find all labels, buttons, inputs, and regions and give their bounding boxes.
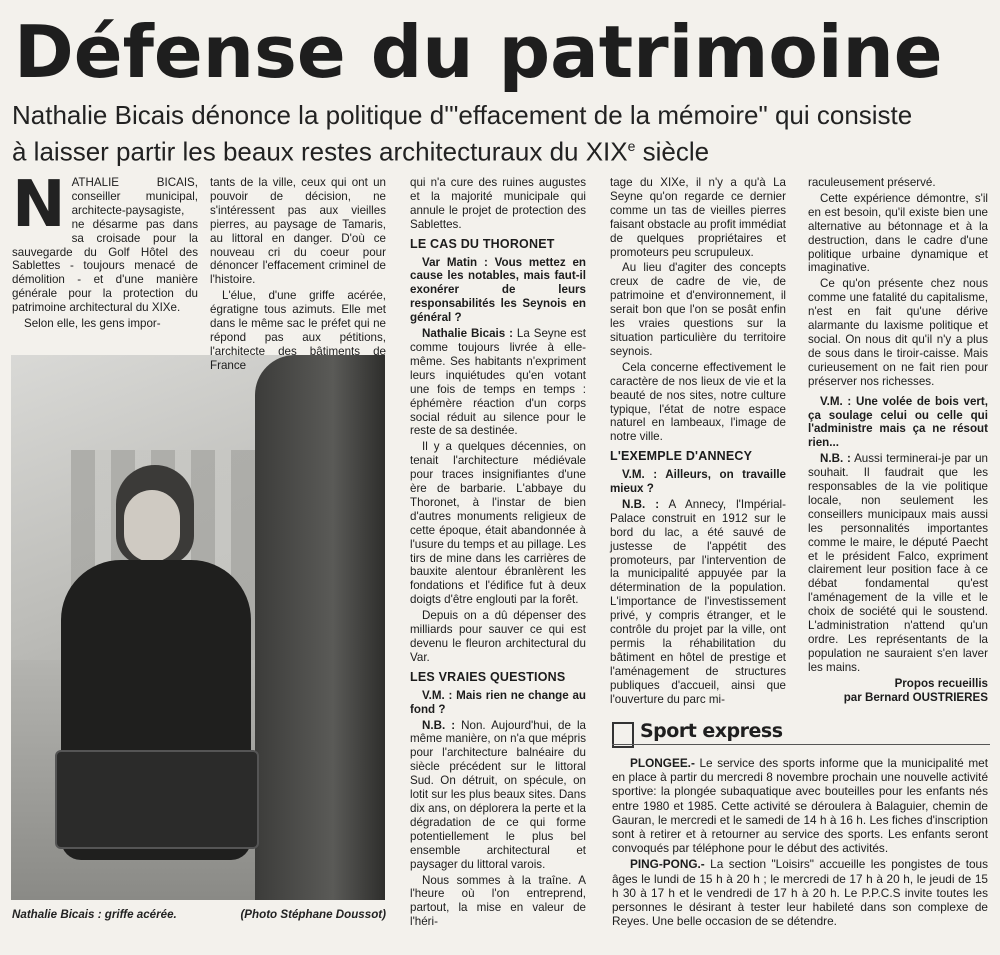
paragraph: tage du XIXe, il n'y a qu'à La Seyne qu'on regarde ce dernier comme un tas de vieilles pierres faisant obstacle au profit immédiat de quelques propriétaires et promoteurs peu scrupuleux. [610,176,786,259]
column-2 [210,176,386,375]
paragraph: L'élue, d'une griffe acérée, égratigne tous azimuts. Elle met dans le même sac le préfet qui ne répond pas aux pétitions, l'architecte des bâtiments de France [210,289,386,372]
answer-text: A Annecy, l'Impérial-Palace construit en 1912 sur le bord du lac, a été sauvé de justesse de l'appétit des promoteurs, par l'intervention de la municipalité appuyée par la détermination de la population. L'importance de l'investissement privé, y compris étranger, et le contrôle du projet par la ville, ont permis la réhabilitation du bâtiment en hôtel de prestige et l'aménagement de structures publiques d'accueil, ainsi que l'ouverture du parc mi- [610,497,786,706]
question: V.M. : Mais rien ne change au fond ? [410,688,586,716]
deck-line-2-end: siècle [635,136,710,167]
paragraph: raculeusement préservé. [808,176,936,189]
column-1 [12,168,198,333]
answer [610,498,786,707]
headline: Défense du patrimoine [14,10,943,94]
byline [808,677,988,705]
paragraph: qui n'a cure des ruines augustes et la majorité municipale qui annule le projet de protection des Sablettes. [410,176,586,231]
question: V.M. : Ailleurs, on travaille mieux ? [610,468,786,496]
answer [410,719,586,872]
answer [808,452,988,675]
brief-text: Le service des sports informe que la municipalité met en place à partir du mercredi 8 novembre prochain une nouvelle activité sportive: la plongée subaquatique avec bouteilles pour les enfants nés entre 1980 et 1985. Cette activité se déroulera à Balaguier, chemin de Gauran, le mercredi et le samedi de 14 h à 16 h. Les fiches d'inscription sont à retirer et à retourner au service des sports. Les enfants seront convoqués par téléphone pour le début des activités. [612,756,988,856]
photo-caption [12,908,386,921]
paragraph: Cela concerne effectivement le caractère de nos lieux de vie et la beauté de nos sites, notre culture typique, l'état de notre espace naturel en lambeaux, l'image de notre ville. [610,360,786,444]
deck-line-1: Nathalie Bicais dénonce la politique d'"effacement de la mémoire" qui consiste [12,100,913,130]
photo-briefcase [55,750,259,849]
brief-text: La section "Loisirs" accueille les pongistes de tous âges le lundi de 15 h à 20 h ; le mercredi de 17 h à 20 h, le jeudi de 15 h 30 à 17 h et le vendredi de 17 h à 20 h. Le P.P.C.S invite toutes les personnes le désirant à tester leur habileté dans son complexe de Reyes. Une belle occasion de se détendre. [612,857,988,929]
column-4 [610,176,786,709]
sport-express-rule [612,744,990,745]
photo-tree-trunk [255,355,385,900]
paragraph: Ce qu'on présente chez nous comme une fatalité du capitalisme, n'est en fait qu'une dérive alarmante du laxisme politique et social. On nous dit qu'il n'y a plus de sous dans le tiroir-caisse. Mais curieusement on ne fait rien pour préserver nos richesses. [808,277,988,388]
answer-label: Nathalie Bicais : [422,327,513,341]
paragraph: Cette expérience démontre, s'il en est besoin, qu'il existe bien une alternative au bétonnage et à la destruction, dans le cadre d'une politique urbaine dynamique et imaginative. [808,191,988,275]
paragraph: Depuis on a dû dépenser des milliards pour sauver ce qui est devenu le fleuron architectural du Var. [410,609,586,664]
paragraph: Selon elle, les gens impor- [24,317,161,331]
brief-label: PLONGEE.- [630,756,695,770]
answer-label: N.B. : [820,452,851,466]
column-5 [808,176,988,705]
question: Var Matin : Vous mettez en cause les notables, mais faut-il exonérer de leurs responsabilités les Seynois en général ? [410,255,586,325]
subhead-thoronet: LE CAS DU THORONET [410,236,555,251]
drop-cap: N [12,168,66,242]
paragraph: Il y a quelques décennies, on tenait l'architecture médiévale pour traces insignifiantes d'une ère de barbarie. L'abbaye du Thoronet, à l'instar de bien d'autres monuments religieux de cette époque, était abandonnée à l'usure du temps et au pillage. Les tirs de mine dans les carrières de bauxite alentour ébranlèrent les fondations et l'édifice fut à deux doigts d'être englouti par la forêt. [410,440,586,607]
subhead-vraies-questions: LES VRAIES QUESTIONS [410,669,566,684]
deck [12,100,992,168]
answer-text: La Seyne est comme toujours livrée à elle-même. Ses habitants n'expriment leurs inquiétudes qu'en votant une fois de temps en temps : éphémère réaction d'un corps social réduit au silence pour le reste de sa destinée. [410,327,586,438]
sport-express-title: Sport express [640,720,783,742]
deck-line-2-text: à laisser partir les beaux restes architecturaux du XIX [12,136,628,167]
caption-text: Nathalie Bicais : griffe acérée. [12,908,177,921]
column-3 [410,176,586,931]
question: V.M. : Une volée de bois vert, ça soulage celui ou celle qui l'administre mais ça ne résout rien... [808,394,988,450]
brief-plongee [612,756,988,855]
brief-label: PING-PONG.- [630,857,705,872]
answer-text: Non. Aujourd'hui, de la même manière, on n'a que mépris pour l'architecture balnéaire du siècle précédent sur le littoral Sud. On détruit, on spécule, on lotit sur les plus beaux sites. Dans dix ans, on déplorera la perte et la dégradation de ce qui forme potentiellement le plus bel ensemble architectural et paysager du littoral varois. [410,718,586,871]
byline-author: par Bernard OUSTRIERES [843,690,988,704]
deck-superscript: e [627,138,636,154]
deck-line-2 [12,131,992,168]
subhead-annecy: L'EXEMPLE D'ANNECY [610,449,753,464]
photo-credit: (Photo Stéphane Doussot) [240,908,386,921]
portrait-photo [11,355,385,900]
paragraph: tants de la ville, ceux qui ont un pouvoir de décision, ne s'intéressent pas aux vieilles pierres, au paysage de Tamaris, au littoral en danger. D'où ce nouveau cri du coeur pour dénoncer l'effacement criminel de l'histoire. [210,176,386,287]
answer-text: Aussi terminerai-je par un souhait. Il faudrait que les responsables de la vie politique locale, non seulement les conseillers municipaux mais aussi les personnalités importantes comme le maire, le député Paecht et le président Falco, expriment clairement leur position face à ce débat fondamental qu'est l'aménagement de la ville et le choix de société qui le soustend. L'administration n'attend qu'un ordre. Les représentants de la population ne sauraient s'en laver les mains. [808,452,988,674]
photo-person-face [124,490,180,562]
answer-label: N.B. : [622,497,660,511]
sport-express-text [612,756,988,930]
paragraph: Nous sommes à la traîne. A l'heure où l'on entreprend, partout, la mise en valeur de l'héri- [410,873,586,929]
byline-line-1: Propos recueillis [894,676,988,690]
paragraph: Au lieu d'agiter des concepts creux de cadre de vie, de patrimoine et d'environnement, il serait bon que l'on se posât enfin les vraies questions sur la situation particulière du territoire seynois. [610,261,786,358]
answer-label: N.B. : [422,718,456,732]
brief-ping-pong [612,857,988,928]
answer [410,327,586,438]
intro-paragraph: ATHALIE BICAIS, conseiller municipal, architecte-paysagiste, ne désarme pas dans sa croisade pour la sauvegarde du Golf Hôtel des Sablettes - toujours menacé de démolition - et d'une manière générale pour la protection du patrimoine architectural du XIXe. [12,176,198,315]
